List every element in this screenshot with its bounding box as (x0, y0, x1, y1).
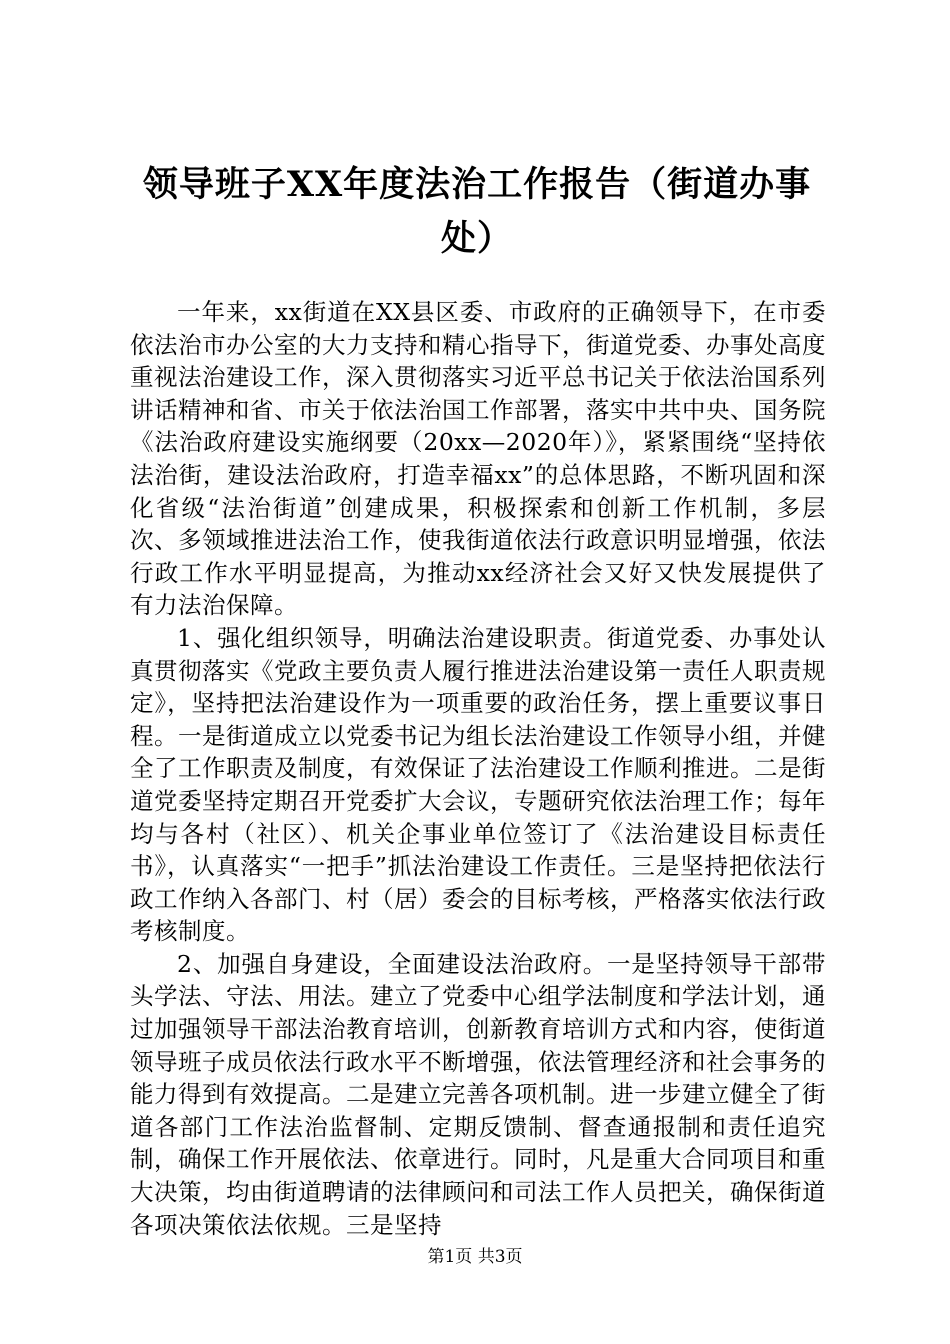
page-footer: 第1页 共3页 (427, 1247, 523, 1267)
document-title: 领导班子XX年度法治工作报告（街道办事处） (142, 164, 812, 259)
paragraph-intro: 一年来，xx街道在XX县区委、市政府的正确领导下，在市委依法治市办公室的大力支持和精心指导下，街道党委、办事处高度重视法治建设工作，深入贯彻落实习近平总书记关于依法治国系列讲话精神和省、市关于依法治国工作部署，落实中共中央、国务院《法治政府建设实施纲要（20xx—2020年）》，紧紧围绕“坚持依法治街，建设法治政府，打造幸福xx”的总体思路，不断巩固和深化省级“法治街道”创建成果，积极探索和创新工作机制，多层次、多领域推进法治工作，使我街道依法行政意识明显增强，依法行政工作水平明显提高，为推动xx经济社会又好又快发展提供了有力法治保障。 (130, 298, 826, 620)
paragraph-section-2: 2、加强自身建设，全面建设法治政府。一是坚持领导干部带头学法、守法、用法。建立了党委中心组学法制度和学法计划，通过加强领导干部法治教育培训，创新教育培训方式和内容，使街道领导班子成员依法行政水平不断增强，依法管理经济和社会事务的能力得到有效提高。二是建立完善各项机制。进一步建立健全了街道各部门工作法治监督制、定期反馈制、督查通报制和责任追究制，确保工作开展依法、依章进行。同时，凡是重大合同项目和重大决策，均由街道聘请的法律顾问和司法工作人员把关，确保街道各项决策依法依规。三是坚持 (130, 949, 826, 1239)
paragraph-section-1: 1、强化组织领导，明确法治建设职责。街道党委、办事处认真贯彻落实《党政主要负责人履行推进法治建设第一责任人职责规定》，坚持把法治建设作为一项重要的政治任务，摆上重要议事日程。一是街道成立以党委书记为组长法治建设工作领导小组，并健全了工作职责及制度，有效保证了法治建设工作顺利推进。二是街道党委坚持定期召开党委扩大会议，专题研究依法治理工作；每年均与各村（社区）、机关企事业单位签订了《法治建设目标责任书》，认真落实“一把手”抓法治建设工作责任。三是坚持把依法行政工作纳入各部门、村（居）委会的目标考核，严格落实依法行政考核制度。 (130, 623, 826, 946)
document-body (130, 296, 826, 1241)
